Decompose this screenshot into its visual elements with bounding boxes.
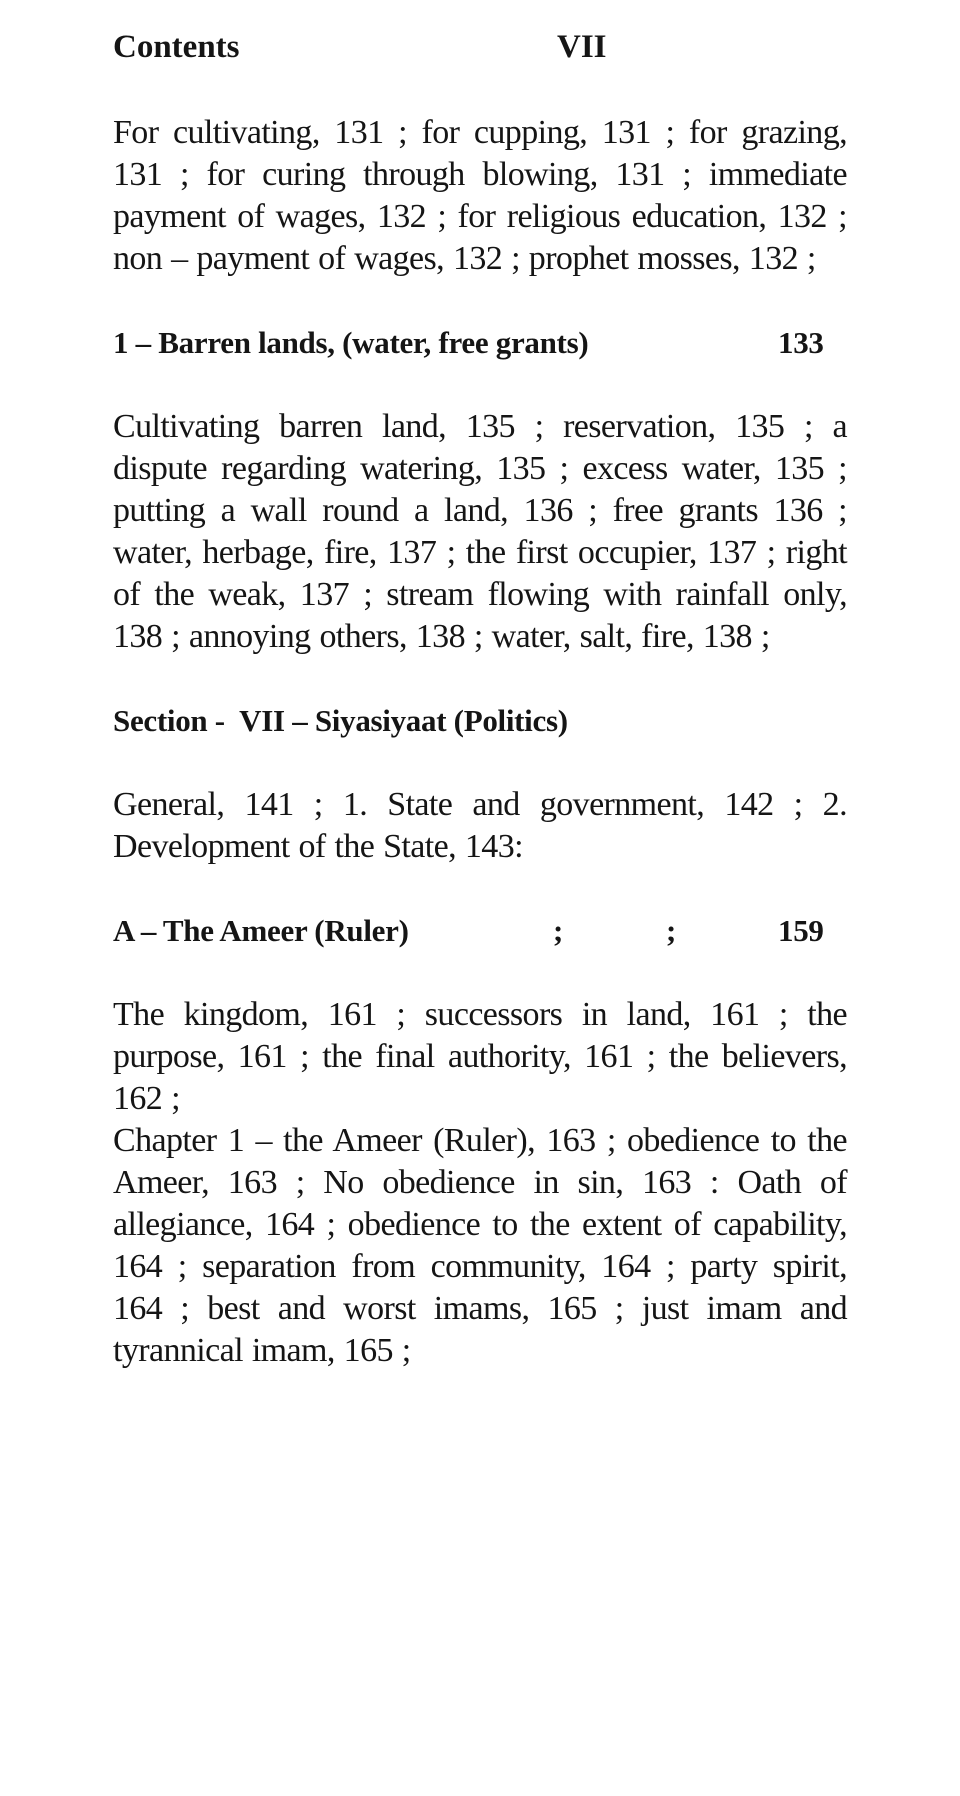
chapter-heading-barren-lands xyxy=(113,322,847,364)
contents-page xyxy=(113,0,847,1372)
chapter-heading-ameer xyxy=(113,910,847,952)
entry-paragraph-chapter-1: Chapter 1 – the Ameer (Ruler), 163 ; obedience to the Ameer, 163 ; No obedience in sin, 163 : Oath of allegiance, 164 ; obedience to the extent of capability, 164 ; separation from community, 164 ; party spirit, 164 ; best and worst imams, 165 ; just imam and tyrannical imam, 165 ; xyxy=(113,1122,847,1369)
heading-separator: ; xyxy=(553,913,564,948)
entry-paragraph-general: General, 141 ; 1. State and government, 142 ; 2. Development of the State, 143: xyxy=(113,786,847,865)
heading-separator: ; xyxy=(666,913,677,948)
chapter-heading-page: 159 xyxy=(778,913,824,948)
entry-paragraph-kingdom: The kingdom, 161 ; successors in land, 161 ; the purpose, 161 ; the final authority, 161 ; the believers, 162 ; xyxy=(113,996,847,1117)
header-title: Contents xyxy=(113,29,240,65)
chapter-heading-title: A – The Ameer (Ruler) xyxy=(113,913,409,948)
section-heading-title: Section - VII – Siyasiyaat (Politics) xyxy=(113,703,568,738)
entry-paragraph-barren-lands: Cultivating barren land, 135 ; reservation, 135 ; a dispute regarding watering, 135 ; excess water, 135 ; putting a wall round a land, 136 ; free grants 136 ; water, herbage, fire, 137 ; the first occupier, 137 ; right of the weak, 137 ; stream flowing with rainfall only, 138 ; annoying others, 138 ; water, salt, fire, 138 ; xyxy=(113,408,847,655)
chapter-heading-page: 133 xyxy=(778,325,824,360)
section-heading-politics xyxy=(113,700,847,742)
header-page-numeral: VII xyxy=(557,29,607,65)
entry-paragraph-wages: For cultivating, 131 ; for cupping, 131 ; for grazing, 131 ; for curing through blowing, 131 ; immediate payment of wages, 132 ; for religious education, 132 ; non – payment of wages, 132 ; prophet mosses, 132 ; xyxy=(113,114,847,277)
chapter-heading-title: 1 – Barren lands, (water, free grants) xyxy=(113,325,589,360)
page-header xyxy=(113,26,847,72)
